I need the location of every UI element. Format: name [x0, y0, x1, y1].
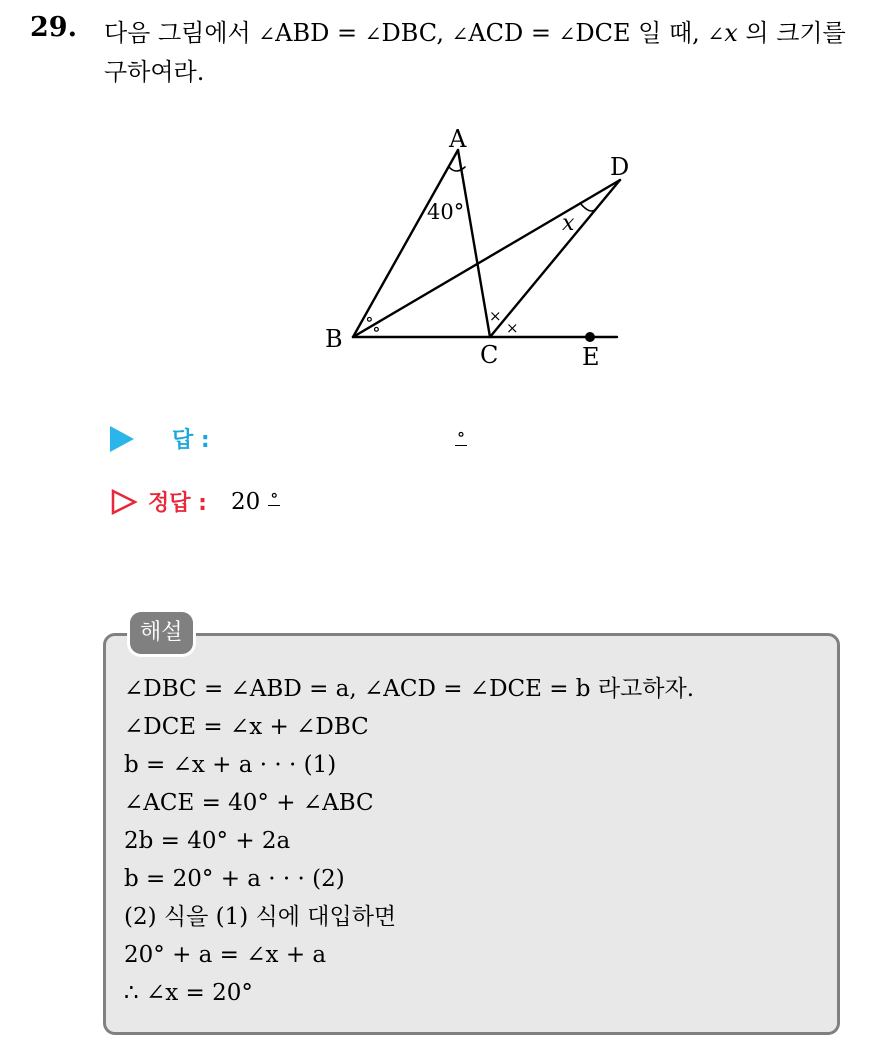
correct-answer-row — [110, 486, 280, 517]
segment-AC — [458, 150, 490, 337]
q-text-2: ABD = — [275, 19, 365, 47]
angle-symbol: ∠ — [364, 22, 382, 46]
play-triangle-icon — [110, 426, 134, 452]
mark-cross-2: × — [506, 319, 519, 337]
angle-symbol: ∠ — [707, 22, 725, 46]
mark-circle-2: ∘ — [372, 319, 381, 340]
q-text-x: x — [724, 19, 738, 47]
geometry-figure — [310, 115, 630, 380]
angle-symbol: ∠ — [451, 22, 469, 46]
answer-label: 답 : — [172, 428, 210, 453]
solution-line: ∠DCE = ∠x + ∠DBC — [124, 714, 369, 740]
label-40deg: 40° — [427, 200, 465, 224]
q-text-6: ACD = — [468, 19, 559, 47]
q-text-8: DCE 일 때, — [575, 19, 708, 47]
label-D: D — [610, 153, 630, 181]
answer-underline — [455, 445, 467, 446]
solution-line: b = 20° + a · · · (2) — [124, 866, 345, 892]
outline-triangle-icon — [110, 488, 138, 516]
answer-row — [110, 423, 210, 454]
solution-lines — [124, 670, 694, 1012]
solution-title: 해설 — [130, 612, 193, 654]
degree-symbol: ∘ — [269, 485, 279, 506]
question-text — [104, 14, 864, 91]
angle-symbol: ∠ — [258, 22, 276, 46]
segment-CD — [490, 180, 620, 337]
q-text-0: 다음 그림에서 — [104, 19, 259, 47]
answer-blank-degree — [455, 424, 467, 446]
correct-answer-label: 정답 : — [148, 491, 207, 516]
degree-symbol: ∘ — [456, 424, 466, 445]
correct-answer-degree — [268, 485, 280, 506]
label-A: A — [449, 125, 467, 153]
angle-symbol: ∠ — [558, 22, 576, 46]
mark-circle-1: ∘ — [365, 309, 374, 330]
solution-line: ∠DBC = ∠ABD = a, ∠ACD = ∠DCE = b 라고하자. — [124, 676, 695, 702]
q-text-12: 구하여라. — [104, 58, 205, 86]
angle-arc-D — [580, 203, 596, 211]
solution-line: b = ∠x + a · · · (1) — [124, 752, 337, 778]
label-E: E — [582, 343, 600, 371]
label-B: B — [325, 325, 343, 353]
solution-line: 20° + a = ∠x + a — [124, 942, 327, 968]
mark-cross-1: × — [489, 307, 502, 325]
q-text-4: DBC, — [381, 19, 452, 47]
solution-line: 2b = 40° + 2a — [124, 828, 291, 854]
label-x: x — [562, 211, 575, 236]
correct-answer-value: 20 — [230, 488, 261, 515]
label-C: C — [480, 341, 499, 369]
solution-line: (2) 식을 (1) 식에 대입하면 — [124, 904, 397, 930]
solution-line: ∠ACE = 40° + ∠ABC — [124, 790, 374, 816]
point-E-dot — [585, 332, 595, 342]
q-text-11: 의 크기를 — [737, 19, 846, 47]
solution-line: ∴ ∠x = 20° — [124, 980, 253, 1006]
question-number: 29. — [30, 12, 77, 43]
